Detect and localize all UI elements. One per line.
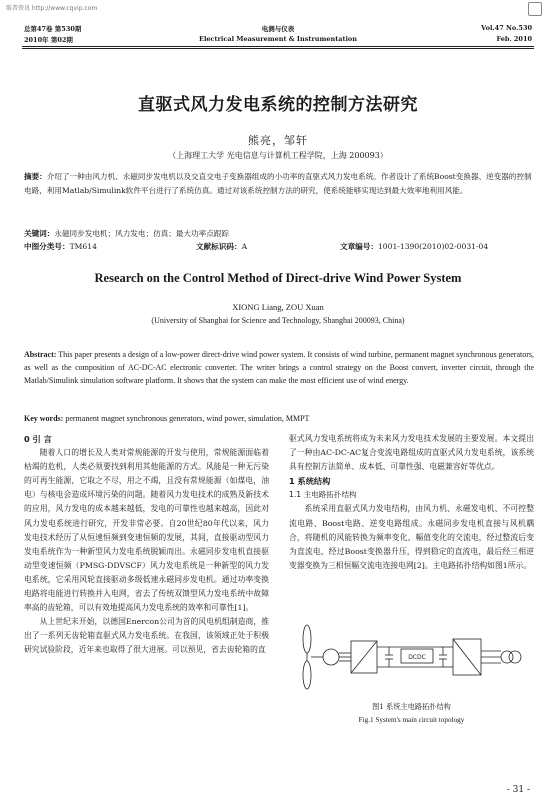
page-number: - 31 - [506, 785, 530, 795]
section-system-heading: 1 系统结构 [289, 476, 331, 487]
header-volume: 总第47卷 第530期 [24, 25, 82, 33]
journal-name-en: Electrical Measurement & Instrumentation [198, 35, 357, 43]
intro-paragraph-1: 随着人口的增长及人类对常规能源的开发与使用，常规能源面临着枯竭的危机，人类必须要找到利用其他能源的方式。风能是一种无污染的可再生能源，它取之不尽，用之不竭，且没有常规能源（如煤电，油电）与核电会造成环境污染的问题。随着风力发电技术的成熟及新技术的应用，风力发电的成本越来越低，发电的可靠性也越来越高，因此对风力发电系统进行研究，开发非常必要。自20世纪80年代以来，风力发电技术经历了从恒速恒频到变速恒频的发展，其间，直接驱动型风力发电系统作为一种新型风力发电系统脱颖而出。永磁同步发电机直接驱动型变速恒频（PMSG-DDVSCF）风力发电系统是一种新型的风力发电系统，它采用风轮直接驱动多级低速永磁同步发电机。通过功率变换电路将电能进行转换并入电网，省去了传统双馈型风力发电系统中故障率高的齿轮箱，可以有效地提高风力发电系统的效率和可靠性[1]。 [24, 448, 269, 613]
keywords-cn-text: 永磁同步发电机；风力发电；仿真；最大功率点跟踪 [54, 229, 230, 238]
abstract-en-label: Abstract: [24, 350, 57, 359]
stamp-icon [528, 2, 542, 16]
authors: 熊亮，邹轩 [248, 134, 308, 147]
header-rule-thin [22, 48, 534, 49]
generator-icon [323, 649, 339, 665]
keywords-cn [24, 227, 534, 241]
header-date-en: Feb. 2010 [496, 35, 532, 43]
journal-name: 电测与仪表 [261, 25, 295, 33]
dcdc-label: DCDC [408, 654, 426, 661]
abstract-cn-label: 摘要： [24, 172, 47, 181]
left-column [24, 432, 269, 658]
subsection-topology-heading: 1.1 主电路拓扑结构 [289, 490, 357, 500]
watermark: 维普资讯 http://www.cqvip.com [6, 5, 98, 12]
keywords-en-text: permanent magnet synchronous generators, wind power, simulation, MMPT [63, 414, 310, 423]
abstract-en-text: This paper presents a design of a low-power direct-drive wind power system. It consists of wind turbine, permanent magnet synchronous generators, as well as the composition of AC-DC-AC electronic converter. The writer brings a control strategy on the Boost convert, inverter circuit, through the Matlab/Simulink simulation software platform. It shows that the system can make the most efficient use of wind energy. [24, 350, 534, 385]
class-number: 中图分类号：TM614 [24, 242, 97, 251]
abstract-cn [24, 170, 534, 198]
document-code: 文献标识码：A [196, 242, 248, 251]
figure-caption-en: Fig.1 System's main circuit topology [358, 716, 465, 724]
keywords-en-label: Key words: [24, 414, 64, 423]
header-year: 2010年 第02期 [24, 36, 73, 44]
affiliation-en: (University of Shanghai for Science and Technology, Shanghai 200093, China) [151, 316, 405, 325]
section-intro-heading: 0 引 言 [24, 434, 52, 444]
article-number: 文章编号：1001-1390(2010)02-0031-04 [340, 242, 489, 251]
figure-caption-cn: 图1 系统主电路拓扑结构 [372, 702, 451, 711]
right-column [289, 432, 534, 573]
abstract-en [24, 348, 534, 387]
abstract-cn-text: 介绍了一种由风力机、永磁同步发电机以及交直交电子变换器组成的小功率的直驱式风力发电系统。作者设计了系统Boost变换器、逆变器的控制电路，利用Matlab/Simulink软件平台进行了系统仿真。通过对该系统控制方法的研究，使系统能够实现达到最大效率地利用风能。 [24, 172, 532, 196]
paper-title-en: Research on the Control Method of Direct-drive Wind Power System [94, 271, 462, 285]
paper-title: 直驱式风力发电系统的控制方法研究 [138, 95, 418, 115]
affiliation: （上海理工大学 光电信息与计算机工程学院，上海 200093） [168, 151, 388, 160]
turbine-blade-icon [303, 625, 311, 653]
keywords-en [24, 414, 534, 423]
intro-paragraph-3: 驱式风力发电系统将成为未来风力发电技术发展的主要发展。本文提出了一种由AC-DC-AC复合变流电路组成的直驱式风力发电系统，该系统具有控制方法简单、成本低、可靠性强、电磁兼容好等优点。 [289, 434, 534, 472]
keywords-cn-label: 关键词： [24, 229, 55, 238]
header-rule [22, 46, 534, 47]
authors-en: XIONG Liang, ZOU Xuan [232, 302, 324, 312]
turbine-blade-icon [303, 661, 311, 689]
header-vol-en: Vol.47 No.530 [481, 24, 532, 32]
circuit-topology-figure [289, 617, 534, 697]
system-paragraph: 系统采用直驱式风力发电结构，由风力机、永磁发电机、不可控整流电路、Boost电路、逆变电路组成。永磁同步发电机直接与风机耦合，将随机的风能转换为频率变化、幅值变化的交流电，经过整流后变为直流电，经过Boost变换器升压，得到稳定的直流电，最后经三相逆变器变换为三相恒幅交流电连接电网[2]。主电路拓扑结构如图1所示。 [289, 504, 534, 570]
intro-paragraph-2: 从上世纪末开始，以德国Enercon公司为首的风电机组制造商，推出了一系列无齿轮箱直驱式风力发电系统。在我国，该领域正处于积极研究试验阶段，近年来也取得了很大进展。可以预见，省去齿轮箱的直 [24, 617, 269, 655]
